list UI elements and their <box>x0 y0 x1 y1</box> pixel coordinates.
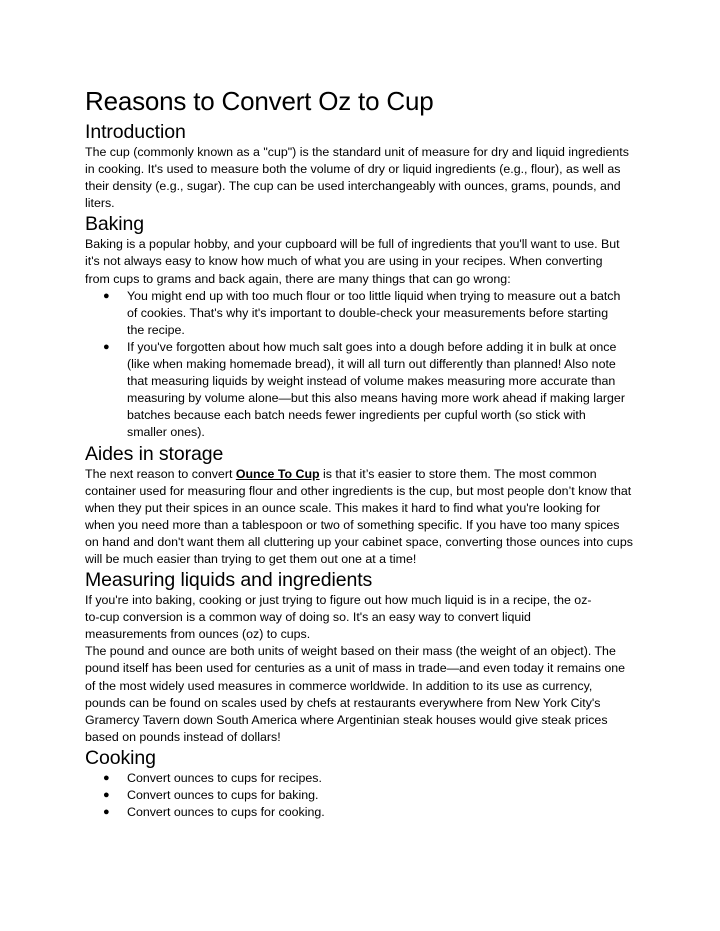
bullet-icon: ● <box>103 340 110 353</box>
baking-list <box>85 288 625 442</box>
list-item-text: Convert ounces to cups for recipes. <box>127 770 322 785</box>
storage-text-before: The next reason to convert <box>85 466 236 481</box>
list-item-text: You might end up with too much flour or too little liquid when trying to measure out a batch of cookies. That's why it's important to double-check your measurements before starting the recipe. <box>127 288 621 337</box>
introduction-heading: Introduction <box>85 121 186 143</box>
cooking-heading: Cooking <box>85 746 156 769</box>
ounce-to-cup-link[interactable]: Ounce To Cup <box>235 466 320 481</box>
bullet-icon: ● <box>103 806 110 819</box>
bullet-icon: ● <box>103 789 110 801</box>
storage-text-after: is that it’s easier to store them. The most common container used for measuring flour and other ingredients is the cup, but most people don’t know that when they put their spices in an ounce scale. This makes it hard to find what you're looking for when you need more than a tablespoon or two of something specific. If you have too many spices on hand and don't want them all cluttering up your cabinet space, converting those ounces into cups will be much easier than trying to get them out one at a time! <box>85 466 633 566</box>
cooking-list <box>85 770 637 821</box>
storage-heading: Aides in storage <box>85 442 224 465</box>
measuring-heading: Measuring liquids and ingredients <box>85 569 373 592</box>
list-item-text: Convert ounces to cups for cooking. <box>127 805 325 820</box>
baking-heading: Baking <box>85 213 145 236</box>
introduction-text: The cup (commonly known as a "cup") is the standard unit of measure for dry and liquid ingredients in cooking. It's used to measure both the volume of dry or liquid ingredients (e.g., flour), as well as their density (e.g., sugar). The cup can be used interchangeably with ounces, grams, pounds, and liters. <box>85 145 629 211</box>
list-item <box>85 288 625 339</box>
document-page <box>85 84 637 821</box>
document-title: Reasons to Convert Oz to Cup <box>85 86 434 116</box>
bullet-icon: ● <box>103 771 110 784</box>
list-item <box>85 339 625 442</box>
list-item-text: Convert ounces to cups for baking. <box>127 788 319 802</box>
baking-text: Baking is a popular hobby, and your cupboard will be full of ingredients that you'll want to use. But it's not always easy to know how much of what you are using in your recipes. When converting from cups to grams and back again, there are many things that can go wrong: <box>85 237 620 286</box>
bullet-icon: ● <box>103 289 110 302</box>
list-item <box>85 804 637 821</box>
list-item <box>85 787 637 804</box>
storage-text <box>85 466 633 569</box>
measuring-para2: The pound and ounce are both units of weight based on their mass (the weight of an object). The pound itself has been used for centuries as a unit of mass in trade—and even today it remains one of the most widely used measures in commerce worldwide. In addition to its use as currency, pounds can be found on scales used by chefs at restaurants everywhere from New York City's Gramercy Tavern down South America where Argentinian steak houses would give steak prices based on pounds instead of dollars! <box>85 644 626 744</box>
list-item-text: If you've forgotten about how much salt goes into a dough before adding it in bulk at once (like when making homemade bread), it will all turn out differently than planned! Also note that measuring liquids by weight instead of volume makes measuring more accurate than measuring by volume alone—but this also means having more work ahead if making larger batches because each batch needs fewer ingredients per cupful worth (so stick with smaller ones). <box>127 339 625 440</box>
list-item <box>85 770 637 787</box>
measuring-para1: If you're into baking, cooking or just trying to figure out how much liquid is in a recipe, the oz-to-cup conversion is a common way of doing so. It's an easy way to convert liquid measurements from ounces (oz) to cups. <box>85 593 592 642</box>
